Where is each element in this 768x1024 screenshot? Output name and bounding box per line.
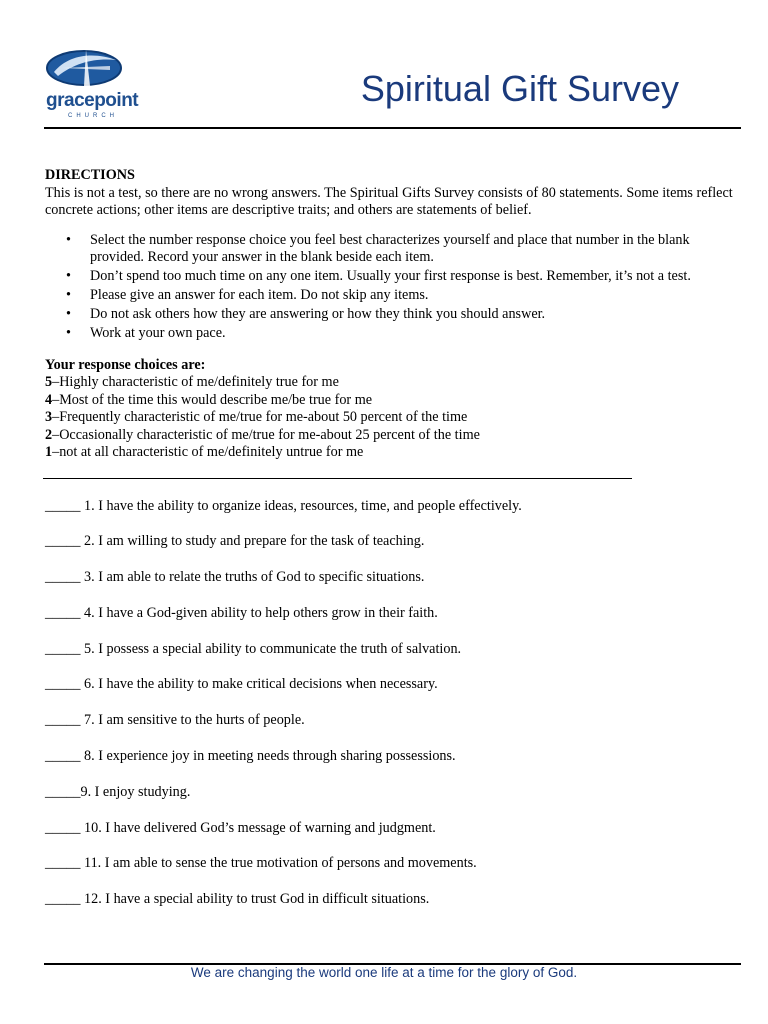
survey-content	[45, 167, 745, 927]
survey-item[interactable]: _____ 8. I experience joy in meeting needs through sharing possessions.	[45, 748, 456, 765]
survey-item[interactable]: _____ 3. I am able to relate the truths of God to specific situations.	[45, 569, 425, 586]
directions-list	[45, 232, 745, 343]
survey-item[interactable]: _____ 7. I am sensitive to the hurts of people.	[45, 712, 305, 729]
survey-item[interactable]: _____ 6. I have the ability to make critical decisions when necessary.	[45, 676, 438, 693]
bullet-icon: •	[66, 268, 71, 284]
list-item	[66, 306, 745, 324]
gracepoint-logo	[40, 46, 139, 122]
gracepoint-swoosh-icon	[44, 46, 124, 90]
choice-text: –Highly characteristic of me/definitely true for me	[52, 374, 339, 390]
bullet-text: Don’t spend too much time on any one item. Usually your first response is best. Remember, it’s not a test.	[90, 268, 691, 284]
response-choice	[45, 427, 745, 445]
logo-wordmark: gracepoint	[46, 90, 139, 111]
choice-number: 5	[45, 374, 53, 390]
survey-item[interactable]: _____ 12. I have a special ability to trust God in difficult situations.	[45, 891, 430, 908]
header-divider	[44, 127, 741, 129]
bullet-icon: •	[66, 287, 71, 303]
page-header	[0, 0, 768, 130]
survey-item[interactable]: _____ 11. I am able to sense the true motivation of persons and movements.	[45, 855, 477, 872]
choice-text: –not at all characteristic of me/definitely untrue for me	[52, 444, 364, 460]
survey-item[interactable]: _____ 10. I have delivered God’s message of warning and judgment.	[45, 819, 436, 836]
list-item	[66, 231, 745, 267]
directions-intro: This is not a test, so there are no wrong answers. The Spiritual Gifts Survey consists of 80 statements. Some items reflect concrete actions; other items are descriptive traits; and others are statements of belief.	[45, 184, 733, 218]
choice-number: 1	[45, 444, 53, 460]
survey-item[interactable]: _____ 4. I have a God-given ability to help others grow in their faith.	[45, 604, 438, 621]
survey-item[interactable]: _____ 1. I have the ability to organize ideas, resources, time, and people effectively.	[45, 497, 522, 514]
section-divider	[43, 478, 632, 479]
survey-items	[45, 498, 745, 928]
footer-tagline: We are changing the world one life at a time for the glory of God.	[190, 965, 578, 980]
directions-heading: DIRECTIONS	[45, 167, 135, 183]
page-title: Spiritual Gift Survey	[360, 68, 679, 109]
response-choice	[45, 409, 745, 427]
choice-text: –Most of the time this would describe me/be true for me	[52, 391, 373, 408]
list-item	[66, 325, 745, 343]
bullet-icon: •	[66, 231, 71, 248]
choice-text: –Occasionally characteristic of me/true for me-about 25 percent of the time	[52, 426, 480, 443]
survey-item[interactable]: _____9. I enjoy studying.	[45, 783, 191, 800]
choice-number: 2	[45, 426, 53, 443]
bullet-text: Do not ask others how they are answering or how they think you should answer.	[90, 306, 546, 322]
bullet-text: Please give an answer for each item. Do not skip any items.	[90, 287, 429, 303]
logo-subtext: CHURCH	[68, 113, 118, 119]
choice-text: –Frequently characteristic of me/true for me-about 50 percent of the time	[52, 409, 468, 425]
survey-item[interactable]: _____ 5. I possess a special ability to communicate the truth of salvation.	[45, 640, 462, 657]
bullet-text: Select the number response choice you feel best characterizes yourself and place that number in the blank provided. Record your answer in the blank beside each item.	[90, 231, 690, 265]
response-choice	[45, 392, 745, 410]
choice-number: 4	[45, 391, 53, 408]
list-item	[66, 268, 745, 286]
choice-number: 3	[45, 409, 53, 425]
bullet-icon: •	[66, 325, 71, 341]
bullet-text: Work at your own pace.	[90, 325, 226, 341]
response-choice	[45, 444, 745, 462]
response-choices-heading: Your response choices are:	[45, 356, 206, 373]
list-item	[66, 287, 745, 305]
bullet-icon: •	[66, 306, 71, 322]
survey-item[interactable]: _____ 2. I am willing to study and prepare for the task of teaching.	[45, 533, 425, 550]
response-choice	[45, 374, 745, 392]
